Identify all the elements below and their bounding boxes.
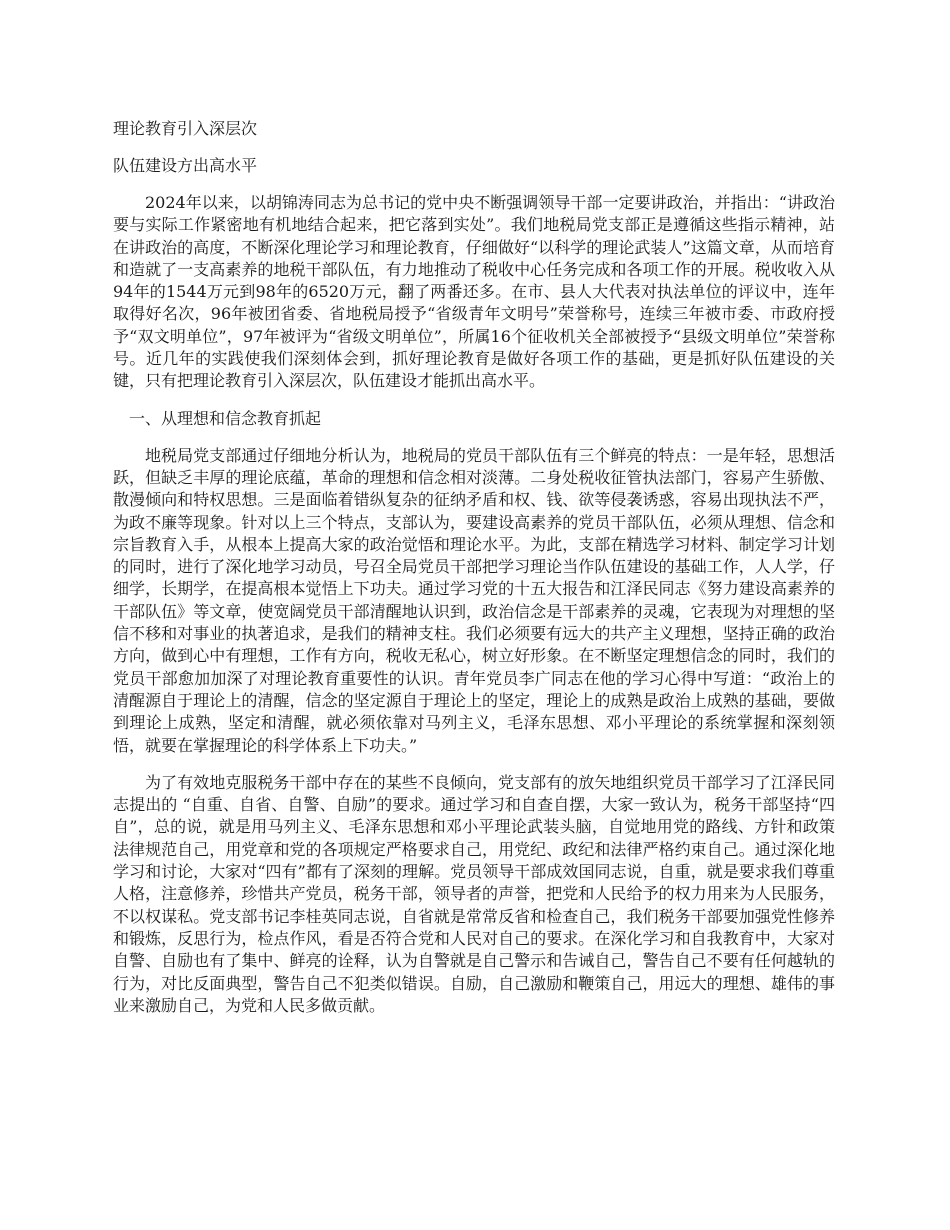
document-page <box>113 118 835 1032</box>
paragraph-section-1-b: 为了有效地克服税务干部中存在的某些不良倾向，党支部有的放矢地组织党员干部学习了江泽民同志提出的 “自重、自省、自警、自励”的要求。通过学习和自查自摆，大家一致认为，税务干部坚持“四自”，总的说，就是用马列主义、毛泽东思想和邓小平理论武装头脑，自觉地用党的路线、方针和政策法律规范自己，用党章和党的各项规定严格要求自己，用党纪、政纪和法律严格约束自己。通过深化地学习和讨论，大家对“四有”都有了深刻的理解。党员领导干部成效国同志说，自重，就是要求我们尊重人格，注意修养，珍惜共产党员，税务干部，领导者的声誉，把党和人民给予的权力用来为人民服务，不以权谋私。党支部书记李桂英同志说，自省就是常常反省和检查自己，我们税务干部要加强党性修养和锻炼，反思行为，检点作风，看是否符合党和人民对自己的要求。在深化学习和自我教育中，大家对自警、自励也有了集中、鲜亮的诠释，认为自警就是自己警示和告诫自己，警告自己不要有任何越轨的行为，对比反面典型，警告自己不犯类似错误。自励，自己激励和鞭策自己，用远大的理想、雄伟的事业来激励自己，为党和人民多做贡献。 <box>113 772 835 1015</box>
paragraph-section-1-a: 地税局党支部通过仔细地分析认为，地税局的党员干部队伍有三个鲜亮的特点：一是年轻，思想活跃，但缺乏丰厚的理论底蕴，革命的理想和信念相对淡薄。二身处税收征管执法部门，容易产生骄傲、散漫倾向和特权思想。三是面临着错纵复杂的征纳矛盾和权、钱、欲等侵袭诱惑，容易出现执法不严，为政不廉等现象。针对以上三个特点，支部认为，要建设高素养的党员干部队伍，必须从理想、信念和宗旨教育入手，从根本上提高大家的政治觉悟和理论水平。为此，支部在精选学习材料、制定学习计划的同时，进行了深化地学习动员，号召全局党员干部把学习理论当作队伍建设的基础工作，人人学，仔细学，长期学，在提高根本觉悟上下功夫。通过学习党的十五大报告和江泽民同志《努力建设高素养的干部队伍》等文章，使宽阔党员干部清醒地认识到，政治信念是干部素养的灵魂，它表现为对理想的坚信不移和对事业的执著追求，是我们的精神支柱。我们必须要有远大的共产主义理想，坚持正确的政治方向，做到心中有理想，工作有方向，税收无私心，树立好形象。在不断坚定理想信念的同时，我们的党员干部愈加加深了对理论教育重要性的认识。青年党员李广同志在他的学习心得中写道：“政治上的清醒源自于理论上的清醒，信念的坚定源自于理论上的坚定，理论上的成熟是政治上成熟的基础，要做到理论上成熟，坚定和清醒，就必须依靠对马列主义，毛泽东思想、邓小平理论的系统掌握和深刻领悟，就要在掌握理论的科学体系上下功夫。” <box>113 445 835 755</box>
paragraph-intro: 2024年以来，以胡锦涛同志为总书记的党中央不断强调领导干部一定要讲政治，并指出：“讲政治要与实际工作紧密地有机地结合起来，把它落到实处”。我们地税局党支部正是遵循这些指示精神，站在讲政治的高度，不断深化理论学习和理论教育，仔细做好“以科学的理论武装人”这篇文章，从而培育和造就了一支高素养的地税干部队伍，有力地推动了税收中心任务完成和各项工作的开展。税收收入从94年的1544万元到98年的6520万元，翻了两番还多。在市、县人大代表对执法单位的评议中，连年取得好名次，96年被团省委、省地税局授予“省级青年文明号”荣誉称号，连续三年被市委、市政府授予“双文明单位”，97年被评为“省级文明单位”，所属16个征收机关全部被授予“县级文明单位”荣誉称号。近几年的实践使我们深刻体会到，抓好理论教育是做好各项工作的基础，更是抓好队伍建设的关键，只有把理论教育引入深层次，队伍建设才能抓出高水平。 <box>113 193 835 391</box>
document-title-line-2: 队伍建设方出高水平 <box>113 156 258 175</box>
document-title-line-1: 理论教育引入深层次 <box>113 119 258 138</box>
section-heading-1: 一、从理想和信念教育抓起 <box>129 408 322 428</box>
